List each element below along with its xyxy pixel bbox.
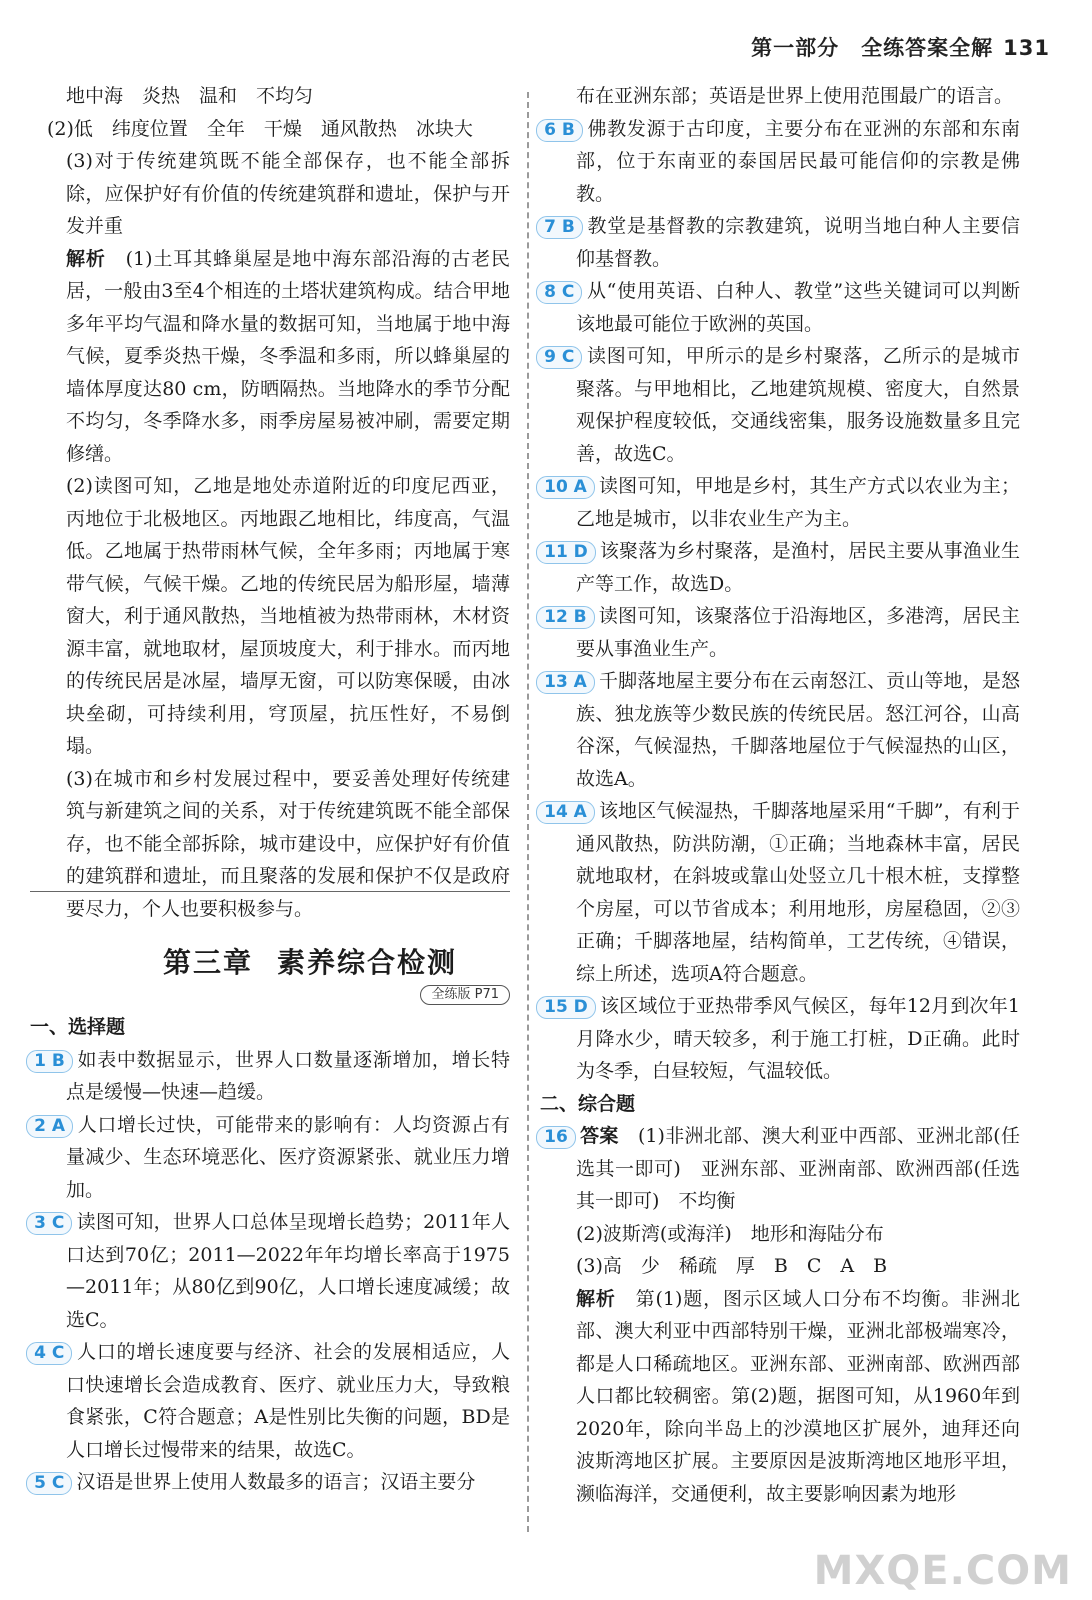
answer-badge: 11 D bbox=[536, 541, 596, 564]
answer-label: 答案 bbox=[579, 1125, 619, 1147]
question-11 bbox=[540, 535, 1020, 600]
section-heading-choice: 一、选择题 bbox=[30, 1016, 126, 1038]
column-divider bbox=[527, 92, 529, 1532]
question-text: 读图可知，甲所示的是乡村聚落，乙所示的是城市聚落。与甲地相比，乙地建筑规模、密度大，自然景观保护程度较低，交通线密集，服务设施数量多且完善，故选C。 bbox=[576, 345, 1020, 465]
answer-line-3: (3)对于传统建筑既不能全部保存，也不能全部拆除，应保护好有价值的传统建筑群和遗址，保护与开发并重 bbox=[66, 150, 510, 237]
section-heading-comprehensive: 二、综合题 bbox=[540, 1092, 636, 1115]
answer-badge: 7 B bbox=[536, 216, 583, 239]
answer-badge: 10 A bbox=[536, 476, 595, 499]
answer-badge: 5 C bbox=[26, 1472, 72, 1495]
answer-16-part-1: (1)非洲北部、澳大利亚中西部、亚洲北部(任选其一即可) 亚洲东部、亚洲南部、欧洲西部(任选其一即可) 不均衡 bbox=[576, 1125, 1020, 1212]
page-number: 131 bbox=[1003, 36, 1050, 60]
answer-badge: 13 A bbox=[536, 671, 595, 694]
answer-badge: 9 C bbox=[536, 346, 582, 369]
answer-badge: 6 B bbox=[536, 119, 583, 142]
analysis-16-text: 第(1)题，图示区域人口分布不均衡。非洲北部、澳大利亚中西部特别干燥，亚洲北部极端寒冷，都是人口稀疏地区。亚洲东部、亚洲南部、欧洲西部人口都比较稠密。第(2)题，据图可知，从1960年到2020年，除向半岛上的沙漠地区扩展外，迪拜还向波斯湾地区扩展。主要原因是波斯湾地区地形平坦，濒临海洋，交通便利，故主要影响因素为地形 bbox=[576, 1287, 1020, 1505]
analysis-label: 解析 bbox=[66, 247, 106, 270]
header-book-title: 全练答案全解 bbox=[861, 36, 994, 60]
analysis-text-1: (1)土耳其蜂巢屋是地中海东部沿海的古老民居，一般由3至4个相连的土塔状建筑构成。结合甲地多年平均气温和降水量的数据可知，当地属于地中海气候，夏季炎热干燥，冬季温和多雨，所以蜂巢屋的墙体厚度达80 cm，防晒隔热。当地降水的季节分配不均匀，冬季降水多，雨季房屋易被冲刷，需要定期修缮。 bbox=[66, 247, 510, 465]
answer-badge: 16 bbox=[536, 1126, 576, 1149]
chapter-name: 素养综合检测 bbox=[277, 946, 458, 979]
question-text: 千脚落地屋主要分布在云南怒江、贡山等地，是怒族、独龙族等少数民族的传统民居。怒江河谷，山高谷深，气候湿热，千脚落地屋位于气候湿热的山区，故选A。 bbox=[576, 670, 1020, 790]
watermark-logo: MXQE.COM bbox=[813, 1548, 1072, 1594]
answer-16-part-3: (3)高 少 稀疏 厚 B C A B bbox=[576, 1255, 888, 1277]
analysis-16 bbox=[540, 1283, 1020, 1511]
answer-line-2: (2)低 纬度位置 全年 干燥 通风散热 冰块大 bbox=[47, 117, 473, 140]
answer-16-part-2: (2)波斯湾(或海洋) 地形和海陆分布 bbox=[576, 1222, 884, 1245]
analysis-paragraph-1 bbox=[30, 243, 510, 471]
answer-badge: 1 B bbox=[26, 1050, 73, 1073]
answer-badge: 8 C bbox=[536, 281, 582, 304]
question-14 bbox=[540, 795, 1020, 990]
question-6 bbox=[540, 113, 1020, 211]
question-text: 从“使用英语、白种人、教堂”这些关键词可以判断该地最可能位于欧洲的英国。 bbox=[576, 280, 1020, 335]
page-reference-badge: 全练版 P71 bbox=[420, 985, 510, 1005]
question-4 bbox=[30, 1336, 510, 1466]
question-text: 读图可知，甲地是乡村，其生产方式以农业为主；乙地是城市，以非农业生产为主。 bbox=[576, 475, 1020, 530]
question-16-answer bbox=[540, 1120, 1020, 1218]
question-text: 人口增长过快，可能带来的影响有：人均资源占有量减少、生态环境恶化、医疗资源紧张、就业压力增加。 bbox=[66, 1113, 510, 1201]
question-text: 教堂是基督教的宗教建筑，说明当地白种人主要信仰基督教。 bbox=[576, 215, 1020, 270]
answer-badge: 12 B bbox=[536, 606, 595, 629]
question-text: 读图可知，该聚落位于沿海地区，多港湾，居民主要从事渔业生产。 bbox=[576, 605, 1020, 660]
question-text: 如表中数据显示，世界人口数量逐渐增加，增长特点是缓慢—快速—趋缓。 bbox=[66, 1048, 510, 1103]
chapter-title bbox=[110, 941, 510, 981]
question-text: 佛教发源于古印度，主要分布在亚洲的东部和东南部，位于东南亚的泰国居民最可能信仰的宗教是佛教。 bbox=[576, 117, 1020, 205]
answer-badge: 2 A bbox=[26, 1115, 73, 1138]
question-text: 汉语是世界上使用人数最多的语言；汉语主要分 bbox=[76, 1471, 476, 1493]
question-3 bbox=[30, 1206, 510, 1336]
analysis-label: 解析 bbox=[576, 1287, 616, 1310]
question-5-continued: 布在亚洲东部；英语是世界上使用范围最广的语言。 bbox=[576, 85, 1014, 107]
answer-badge: 4 C bbox=[26, 1342, 72, 1365]
left-column bbox=[30, 80, 510, 1499]
question-1 bbox=[30, 1044, 510, 1109]
page-reference-wrap bbox=[30, 983, 510, 1011]
question-8 bbox=[540, 275, 1020, 340]
question-7 bbox=[540, 210, 1020, 275]
question-10 bbox=[540, 470, 1020, 535]
page-header bbox=[751, 32, 1050, 62]
chapter-number: 第三章 bbox=[162, 946, 253, 979]
answer-line-1: 地中海 炎热 温和 不均匀 bbox=[66, 85, 314, 107]
question-9 bbox=[540, 340, 1020, 470]
question-13 bbox=[540, 665, 1020, 795]
question-text: 该地区气候湿热，千脚落地屋采用“千脚”，有利于通风散热，防洪防潮，①正确；当地森林丰富，居民就地取材，在斜坡或靠山处竖立几十根木桩，支撑整个房屋，可以节省成本；利用地形，房屋稳固，②③正确；千脚落地屋，结构简单，工艺传统，④错误，综上所述，选项A符合题意。 bbox=[576, 800, 1020, 985]
answer-badge: 15 D bbox=[536, 996, 596, 1019]
question-text: 该聚落为乡村聚落，是渔村，居民主要从事渔业生产等工作，故选D。 bbox=[576, 540, 1020, 595]
question-text: 人口的增长速度要与经济、社会的发展相适应，人口快速增长会造成教育、医疗、就业压力大，导致粮食紧张，C符合题意；A是性别比失衡的问题，BD是人口增长过慢带来的结果，故选C。 bbox=[66, 1341, 510, 1461]
question-15 bbox=[540, 990, 1020, 1088]
right-column bbox=[540, 80, 1020, 1510]
analysis-paragraph-2: (2)读图可知，乙地是地处赤道附近的印度尼西亚，丙地位于北极地区。丙地跟乙地相比，纬度高，气温低。乙地属于热带雨林气候，全年多雨；丙地属于寒带气候，气候干燥。乙地的传统民居为船形屋，墙薄窗大，利于通风散热，当地植被为热带雨林，木材资源丰富，就地取材，屋顶坡度大，利于排水。而丙地的传统民居是冰屋，墙厚无窗，可以防寒保暖，由冰块垒砌，可持续利用，穹顶屋，抗压性好，不易倒塌。 bbox=[66, 475, 510, 757]
question-text: 该区域位于亚热带季风气候区，每年12月到次年1月降水少，晴天较多，利于施工打桩，D正确。此时为冬季，白昼较短，气温较低。 bbox=[576, 995, 1020, 1082]
header-part: 第一部分 bbox=[751, 36, 840, 60]
question-2 bbox=[30, 1109, 510, 1207]
answer-badge: 14 A bbox=[536, 801, 595, 824]
analysis-paragraph-3: (3)在城市和乡村发展过程中，要妥善处理好传统建筑与新建筑之间的关系，对于传统建筑既不能全部保存，也不能全部拆除，城市建设中，应保护好有价值的建筑群和遗址，而且聚落的发展和保护不仅是政府要尽力，个人也要积极参与。 bbox=[66, 767, 510, 920]
question-text: 读图可知，世界人口总体呈现增长趋势；2011年人口达到70亿；2011—2022年年均增长率高于1975—2011年；从80亿到90亿，人口增长速度减缓；故选C。 bbox=[66, 1211, 510, 1331]
question-12 bbox=[540, 600, 1020, 665]
answer-badge: 3 C bbox=[26, 1212, 72, 1235]
question-5 bbox=[30, 1466, 510, 1499]
